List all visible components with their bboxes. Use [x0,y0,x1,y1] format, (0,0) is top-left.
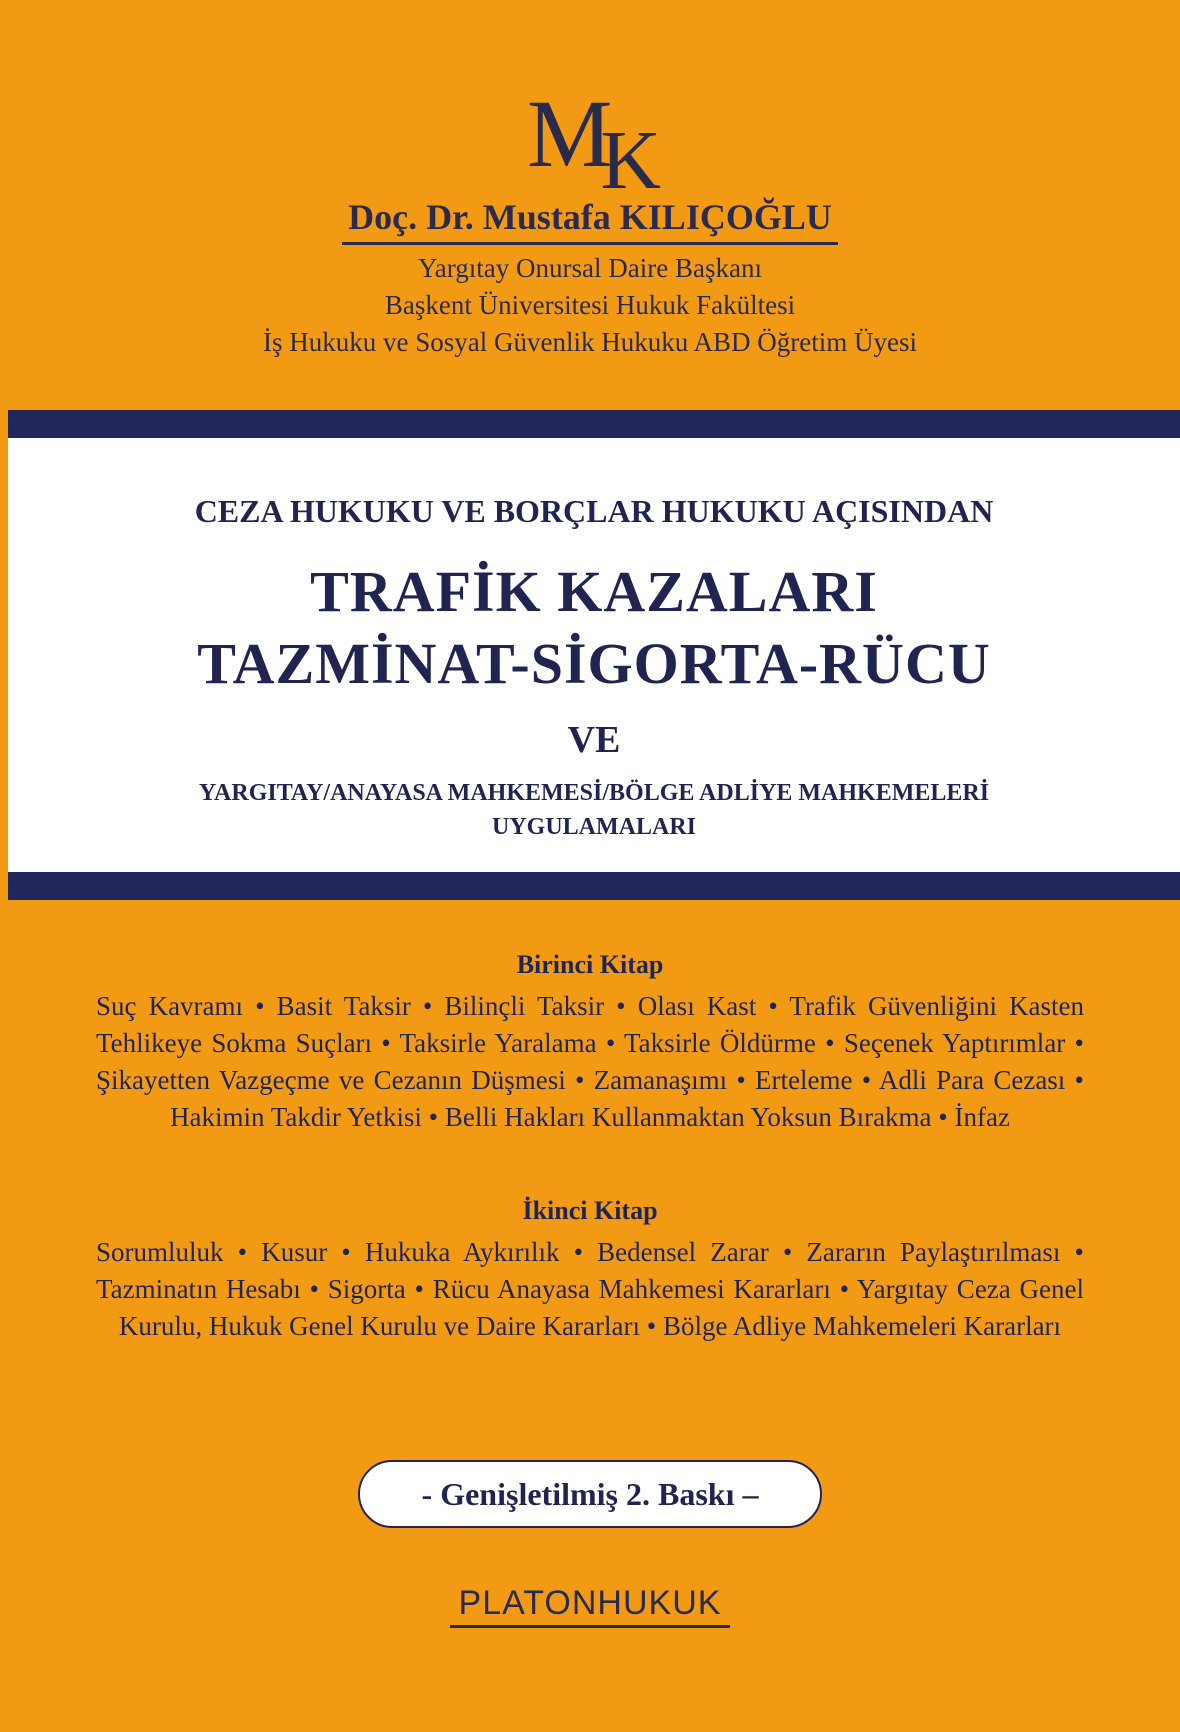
cover-title-line-1: TRAFİK KAZALARI [310,559,878,624]
book2-topics: Sorumluluk • Kusur • Hukuka Aykırılık • Bedensel Zarar • Zararın Paylaştırılması • Tazminatın Hesabı • Sigorta • Rücu Anayasa Mahkemesi Kararları • Yargıtay Ceza Genel Kurulu, Hukuk Genel Kurulu ve Daire Kararları • Bölge Adliye Mahkemeleri Kararları [96,1237,1084,1341]
author-name: Doç. Dr. Mustafa KILIÇOĞLU [0,196,1180,245]
logo-letter-k: K [600,114,654,207]
applications-line: UYGULAMALARI [492,814,696,840]
edition-badge: - Genişletilmiş 2. Baskı – [358,1460,822,1528]
cover-applications [8,776,1180,844]
cover-conjunction: VE [567,719,621,761]
affiliation-line: Yargıtay Onursal Daire Başkanı [418,253,762,283]
cover-subtitle: CEZA HUKUKU VE BORÇLAR HUKUKU AÇISINDAN [194,493,994,529]
affiliation-line: Başkent Üniversitesi Hukuk Fakültesi [384,290,796,320]
publisher-underline [450,1625,730,1628]
logo-letter-m: M [526,80,605,187]
book1-heading: Birinci Kitap [516,950,664,979]
publisher-name: PLATONHUKUK [458,1584,722,1622]
publisher-logo [0,1584,1180,1628]
book1-topics: Suç Kavramı • Basit Taksir • Bilinçli Taksir • Olası Kast • Trafik Güvenliğini Kasten Tehlikeye Sokma Suçları • Taksirle Yaralama • Taksirle Öldürme • Seçenek Yaptırımlar • Şikayetten Vazgeçme ve Cezanın Düşmesi • Zamanaşımı • Erteleme • Adli Para Cezası • Hakimin Takdir Yetkisi • Belli Hakları Kullanmaktan Yoksun Bırakma • İnfaz [96,991,1084,1132]
title-band [8,410,1180,900]
cover-title-line-2: TAZMİNAT-SİGORTA-RÜCU [197,631,991,696]
publisher-monogram-logo [0,80,1180,207]
applications-line: YARGITAY/ANAYASA MAHKEMESİ/BÖLGE ADLİYE MAHKEMELERİ [198,780,990,806]
book2-heading: İkinci Kitap [522,1196,658,1225]
author-affiliation [0,250,1180,361]
affiliation-line: İş Hukuku ve Sosyal Güvenlik Hukuku ABD Öğretim Üyesi [263,327,917,357]
